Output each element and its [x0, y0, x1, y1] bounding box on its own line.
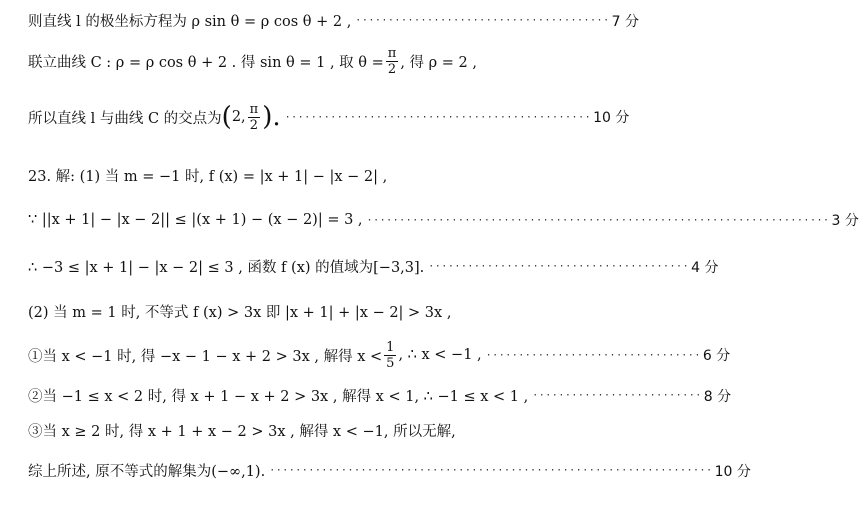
line-text: ③当 x ≥ 2 时, 得 x + 1 + x − 2 > 3x , 解得 x < −1, 所以无解, — [28, 424, 456, 440]
fraction-pi-over-2 — [248, 103, 261, 132]
line-range — [28, 256, 719, 277]
open-paren: ( — [221, 102, 232, 132]
leader-dots: ································· — [485, 349, 701, 361]
line-solve-system — [28, 46, 598, 76]
leader-dots: ········································ — [428, 261, 690, 272]
leader-dots: ··············································· — [284, 111, 592, 123]
score-label: 6 分 — [702, 348, 731, 364]
leader-dots: ······································· — [355, 15, 610, 26]
fraction-numerator: 1 — [386, 339, 395, 355]
line-text-part-b: , 得 ρ = 2 , — [400, 54, 477, 71]
line-case-3 — [28, 420, 598, 441]
line-triangle-inequality — [28, 210, 859, 230]
line-problem-23-part1 — [28, 165, 598, 186]
line-conclusion — [28, 460, 751, 481]
line-text: ∴ −3 ≤ |x + 1| − |x − 2| ≤ 3 , 函数 f (x) 的值域为[−3,3]. — [28, 260, 425, 276]
line-text: 综上所述, 原不等式的解集为(−∞,1). — [28, 464, 266, 480]
line-text: 23. 解: (1) 当 m = −1 时, f (x) = |x + 1| − |x − 2| , — [28, 169, 388, 185]
line-case-1 — [28, 339, 731, 371]
fraction-denominator: 2 — [387, 61, 397, 77]
fraction-one-fifth — [384, 341, 396, 370]
line-text-part-a: ①当 x < −1 时, 得 −x − 1 − x + 2 > 3x , 解得 x < — [28, 348, 383, 365]
coordinate-rho: 2, — [231, 109, 246, 125]
line-intersection-point — [28, 100, 630, 134]
score-label: 10 分 — [593, 110, 630, 126]
fraction-numerator: π — [249, 101, 259, 117]
fraction-denominator: 2 — [249, 117, 259, 133]
line-text: (2) 当 m = 1 时, 不等式 f (x) > 3x 即 |x + 1| + |x − 2| > 3x , — [28, 305, 452, 321]
fraction-numerator: π — [387, 45, 397, 61]
line-text-part-b: , ∴ x < −1 , — [398, 347, 482, 363]
leader-dots: ······································································· — [366, 214, 830, 226]
line-polar-equation — [28, 10, 639, 31]
score-label: 7 分 — [611, 13, 639, 30]
score-label: 10 分 — [714, 463, 751, 480]
line-text: ②当 −1 ≤ x < 2 时, 得 x + 1 − x + 2 > 3x , 解得 x < 1, ∴ −1 ≤ x < 1 , — [28, 389, 529, 405]
close-paren: ). — [262, 102, 281, 132]
line-text-part-a: 联立曲线 C : ρ = ρ cos θ + 2 . 得 sin θ = 1 , 取 θ = — [28, 54, 384, 71]
line-case-2 — [28, 385, 732, 406]
fraction-pi-over-2 — [386, 47, 399, 76]
score-label: 3 分 — [831, 213, 859, 229]
line-text-part-a: 所以直线 l 与曲线 C 的交点为 — [28, 110, 222, 127]
line-text: 则直线 l 的极坐标方程为 ρ sin θ = ρ cos θ + 2 , — [28, 14, 352, 30]
line-text: ∵ ||x + 1| − |x − 2|| ≤ |(x + 1) − (x − 2)| = 3 , — [28, 212, 363, 228]
fraction-denominator: 5 — [386, 355, 395, 371]
leader-dots: ···································································· — [269, 465, 713, 476]
score-label: 4 分 — [691, 259, 719, 276]
leader-dots: ·························· — [532, 390, 702, 401]
line-part2-inequality — [28, 301, 598, 322]
score-label: 8 分 — [703, 388, 732, 405]
